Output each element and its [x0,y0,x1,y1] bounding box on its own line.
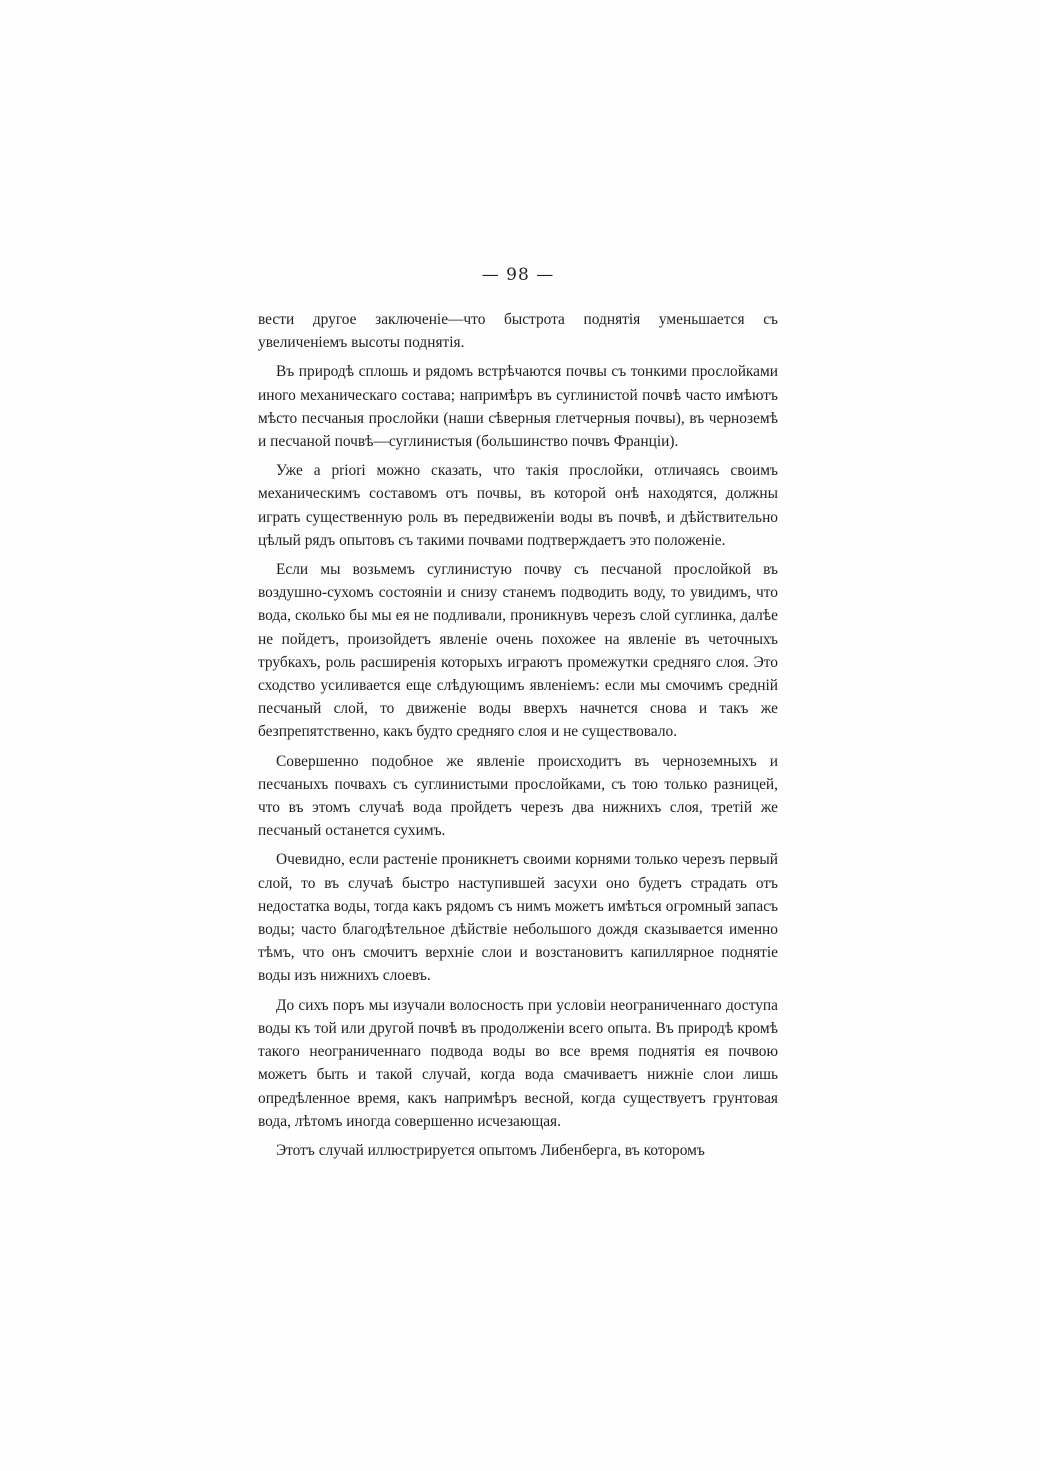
paragraph-2: Въ природѣ сплошь и рядомъ встрѣчаются почвы съ тонкими прослойками иного механическаго состава; напримѣръ въ суглинистой почвѣ часто имѣютъ мѣсто песчаныя прослойки (наши сѣверныя глетчерныя почвы), въ черноземѣ и песчаной почвѣ—суглинистыя (большинство почвъ Франціи). [258,363,778,451]
page-number: — 98 — [481,265,555,285]
paragraph-3: Уже a priori можно сказать, что такія прослойки, отличаясь своимъ механическимъ составомъ отъ почвы, въ которой онѣ находятся, должны играть существенную роль въ передвиженіи воды въ почвѣ, и дѣйствительно цѣлый рядъ опытовъ съ такими почвами подтверждаетъ это положеніе. [258,462,778,549]
paragraph-4: Если мы возьмемъ суглинистую почву съ песчаной прослойкой въ воздушно-сухомъ состояніи и снизу станемъ подводить воду, то увидимъ, что вода, сколько бы мы ея не подливали, проникнувъ черезъ слой суглинка, далѣе не пойдетъ, произойдетъ явленіе очень похожее на явленіе въ четочныхъ трубкахъ, роль расширенія которыхъ играютъ промежутки средняго слоя. Это сходство усиливается еще слѣдующимъ явленіемъ: если мы смочимъ средній песчаный слой, то движеніе воды вверхъ начнется снова и такъ же безпрепятственно, какъ будто средняго слоя и не существовало. [258,561,778,741]
paragraph-8: Этотъ случай иллюстрируется опытомъ Либенберга, въ которомъ [276,1141,705,1159]
paragraph-7: До сихъ поръ мы изучали волосность при условіи неограниченнаго доступа воды къ той или другой почвѣ въ продолженіи всего опыта. Въ природѣ кромѣ такого неограниченнаго подвода воды во все время поднятія ея почвою можетъ быть и такой случай, когда вода смачиваетъ нижніе слои лишь опредѣленное время, какъ напримѣръ весной, когда существуетъ грунтовая вода, лѣтомъ иногда совершенно исчезающая. [258,996,778,1130]
paragraph-5: Совершенно подобное же явленіе происходитъ въ черноземныхъ и песчаныхъ почвахъ съ суглинистыми прослойками, съ тою только разницей, что въ этомъ случаѣ вода пройдетъ черезъ два нижнихъ слоя, третій же песчаный останется сухимъ. [258,752,778,840]
body-text [258,308,778,1168]
paragraph-6: Очевидно, если растеніе проникнетъ своими корнями только черезъ первый слой, то въ случаѣ быстро наступившей засухи оно будетъ страдать отъ недостатка воды, тогда какъ рядомъ съ нимъ можетъ имѣться огромный запасъ воды; часто благодѣтельное дѣйствіе небольшого дождя сказывается именно тѣмъ, что онъ смочитъ верхніе слои и возстановитъ капиллярное поднятіе воды изъ нижнихъ слоевъ. [258,851,778,985]
paragraph-1: вести другое заключеніе—что быстрота поднятія уменьшается съ увеличеніемъ высоты поднятія. [258,311,778,352]
